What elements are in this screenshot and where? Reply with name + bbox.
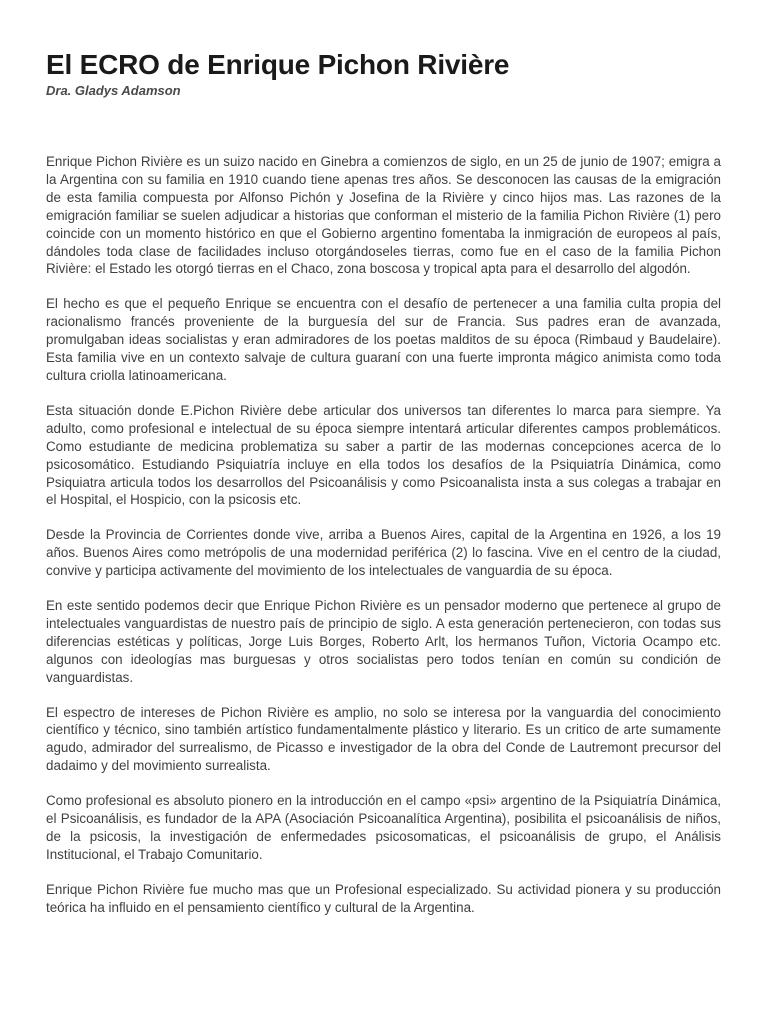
paragraph: Esta situación donde E.Pichon Rivière debe articular dos universos tan diferentes lo marca para siempre. Ya adulto, como profesional e intelectual de su época siempre intentará articular diferentes campos problemáticos. Como estudiante de medicina problematiza su saber a partir de las modernas concepciones acerca de lo psicosomático. Estudiando Psiquiatría incluye en ella todos los desafíos de la Psiquiatría Dinámica, como Psiquiatra articula todos los desarrollos del Psicoanálisis y como Psicoanalista insta a sus colegas a trabajar en el Hospital, el Hospicio, con la psicosis etc. — [46, 402, 721, 508]
document-body — [46, 153, 721, 917]
document-title: El ECRO de Enrique Pichon Rivière — [46, 49, 510, 80]
paragraph: Enrique Pichon Rivière fue mucho mas que un Profesional especializado. Su actividad pionera y su producción teórica ha influido en el pensamiento científico y cultural de la Argentina. — [46, 881, 721, 915]
paragraph: Como profesional es absoluto pionero en la introducción en el campo «psi» argentino de la Psiquiatría Dinámica, el Psicoanálisis, es fundador de la APA (Asociación Psicoanalítica Argentina), posibilita el psicoanálisis de niños, de la psicosis, la investigación de enfermedades psicosomaticas, el psicoanálisis de grupo, el Análisis Institucional, el Trabajo Comunitario. — [46, 793, 721, 862]
document-author: Dra. Gladys Adamson — [46, 83, 181, 98]
paragraph: El espectro de intereses de Pichon Rivière es amplio, no solo se interesa por la vanguardia del conocimiento científico y técnico, sino también artístico fundamentalmente plástico y literario. Es un critico de arte sumamente agudo, admirador del surrealismo, de Picasso e investigador de la obra del Conde de Lautremont precursor del dadaimo y del movimiento surrealista. — [46, 704, 721, 774]
paragraph: En este sentido podemos decir que Enrique Pichon Rivière es un pensador moderno que pertenece al grupo de intelectuales vanguardistas de nuestro país de principio de siglo. A esta generación pertenecieron, con todas sus diferencias estéticas y políticas, Jorge Luis Borges, Roberto Arlt, los hermanos Tuñon, Victoria Ocampo etc. algunos con ideologías mas burguesas y otros socialistas pero todos tenían en común su condición de vanguardistas. — [46, 598, 721, 685]
paragraph: Desde la Provincia de Corrientes donde vive, arriba a Buenos Aires, capital de la Argentina en 1926, a los 19 años. Buenos Aires como metrópolis de una modernidad periférica (2) lo fascina. Vive en el centro de la ciudad, convive y participa activamente del movimiento de los intelectuales de vanguardia de su época. — [46, 527, 721, 579]
document-page — [46, 48, 721, 934]
paragraph: El hecho es que el pequeño Enrique se encuentra con el desafío de pertenecer a una familia culta propia del racionalismo francés proveniente de la burguesía del sur de Francia. Sus padres eran de avanzada, promulgaban ideas socialistas y eran admiradores de los poetas malditos de su época (Rimbaud y Baudelaire). Esta familia vive en un contexto salvaje de cultura guaraní con una fuerte impronta mágico animista como toda cultura criolla latinoamericana. — [46, 296, 721, 383]
paragraph: Enrique Pichon Rivière es un suizo nacido en Ginebra a comienzos de siglo, en un 25 de junio de 1907; emigra a la Argentina con su familia en 1910 cuando tiene apenas tres años. Se desconocen las causas de la emigración de esta familia compuesta por Alfonso Pichón y Josefina de la Rivière y cinco hijos mas. Las razones de la emigración familiar se suelen adjudicar a historias que conforman el misterio de la familia Pichon Rivière (1) pero coincide con un momento histórico en que el Gobierno argentino fomentaba la inmigración de europeos al país, dándoles toda clase de facilidades incluso otorgándoseles tierras, como fue en el caso de la familia Pichon Rivière: el Estado les otorgó tierras en el Chaco, zona boscosa y tropical apta para el desarrollo del algodón. — [46, 154, 721, 277]
